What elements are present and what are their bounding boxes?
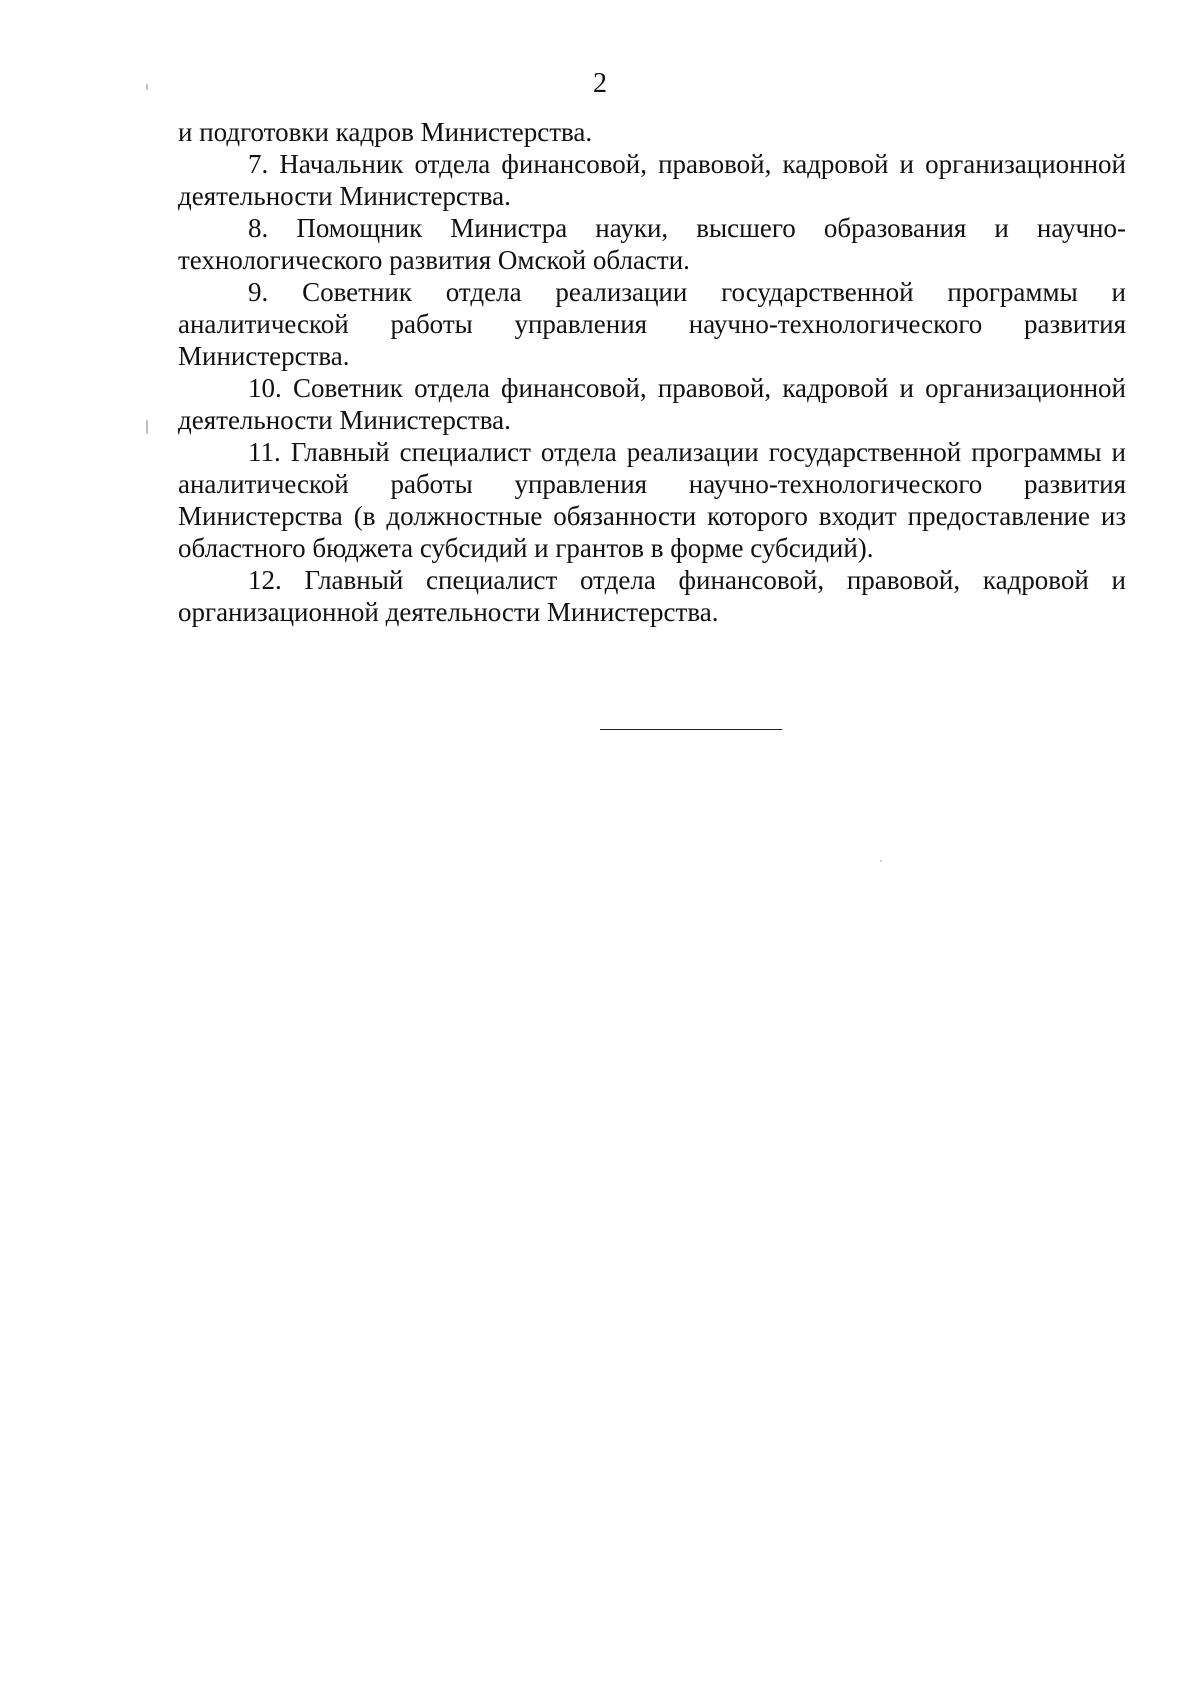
end-separator-line	[600, 729, 782, 730]
paragraph-continuation: и подготовки кадров Министерства.	[178, 117, 593, 147]
paragraph-item-8: 8. Помощник Министра науки, высшего образования и научно-технологического развития Омской области.	[178, 213, 1126, 275]
paragraph-item-9: 9. Советник отдела реализации государственной программы и аналитической работы управления научно-технологического развития Министерства.	[178, 277, 1126, 371]
scan-speck	[880, 860, 882, 862]
paragraph-item-10: 10. Советник отдела финансовой, правовой, кадровой и организационной деятельности Министерства.	[178, 373, 1126, 435]
page-number: 2	[593, 68, 607, 99]
scan-speck	[146, 420, 148, 434]
paragraph-item-12: 12. Главный специалист отдела финансовой, правовой, кадровой и организационной деятельности Министерства.	[178, 565, 1126, 627]
paragraph-item-11: 11. Главный специалист отдела реализации государственной программы и аналитической работы управления научно-технологического развития Министерства (в должностные обязанности которого входит предоставление из областного бюджета субсидий и грантов в форме субсидий).	[178, 437, 1126, 563]
paragraph-item-7: 7. Начальник отдела финансовой, правовой, кадровой и организационной деятельности Министерства.	[178, 149, 1126, 211]
document-body	[178, 116, 1126, 628]
scan-speck	[146, 84, 148, 90]
